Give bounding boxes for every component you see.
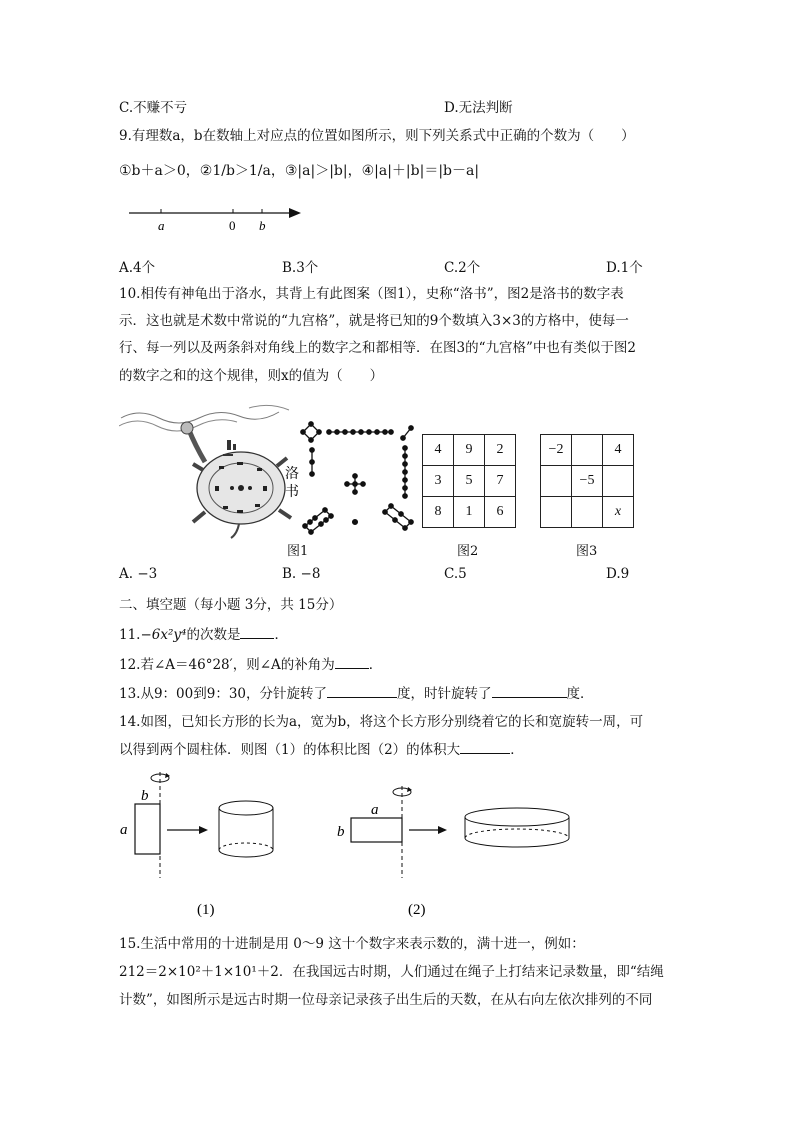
q8-option-d: D.无法判断 — [444, 100, 513, 116]
fig3-cell: x — [603, 497, 634, 528]
fig14-2-label-a: a — [371, 802, 379, 818]
q11-suffix: 的次数是 — [186, 627, 241, 643]
q10-line4: 的数字之和的这个规律，则x的值为（ ） — [119, 368, 384, 384]
fig3-cell — [541, 466, 572, 497]
q13-part2: 度，时针旋转了 — [397, 686, 492, 702]
fig14-1-label-b: b — [141, 788, 149, 804]
q14-line1: 14.如图，已知长方形的长为a，宽为b，将这个长方形分别绕着它的长和宽旋转一周，可 — [119, 714, 644, 730]
fig2-cell: 3 — [423, 466, 454, 497]
q10-line2: 示．这也就是术数中常说的“九宫格”，就是将已知的9个数填入3×3的方格中，使每一 — [119, 313, 629, 329]
fig3-cell — [541, 497, 572, 528]
q15-line3: 计数”，如图所示是远古时期一位母亲记录孩子出生后的天数，在从右向左依次排列的不同 — [119, 992, 653, 1008]
q12-answer-blank[interactable] — [335, 656, 369, 669]
fig2-cell: 9 — [454, 435, 485, 466]
numberline-label-b: b — [259, 218, 266, 233]
fig3-cell — [572, 435, 603, 466]
fig1-luoshu-turtle — [119, 400, 419, 540]
section2-title: 二、填空题（每小题 3分，共 15分） — [119, 597, 343, 613]
q9-option-a: A.4个 — [119, 260, 156, 276]
luoshu-label-top: 洛 — [285, 467, 299, 482]
q11-prefix: 11. — [119, 627, 141, 643]
q14-rotation-figures — [115, 766, 585, 926]
q14-answer-blank[interactable] — [460, 741, 510, 754]
fig3-cell — [572, 497, 603, 528]
q13 — [119, 682, 594, 702]
q13-answer-blank-1[interactable] — [327, 685, 397, 698]
fig2-cell: 4 — [423, 435, 454, 466]
q15-line1: 15.生活中常用的十进制是用 0～9 这十个数字来表示数的，满十进一，例如： — [119, 936, 585, 952]
q11-expr: −6x²y⁴ — [140, 627, 187, 643]
fig2-cell: 7 — [485, 466, 516, 497]
q10-option-c: C.5 — [444, 566, 467, 582]
q14-line2: 以得到两个圆柱体．则图（1）的体积比图（2）的体积大 — [119, 742, 461, 758]
fig2-cell: 8 — [423, 497, 454, 528]
q13-part3: 度． — [566, 686, 594, 702]
fig14-caption-1: (1) — [197, 902, 215, 918]
numberline-label-a: a — [158, 218, 165, 233]
q13-part1: 13.从9：00到9：30，分针旋转了 — [119, 686, 328, 702]
q10-option-d: D.9 — [606, 566, 630, 582]
q9-option-d: D.1个 — [606, 260, 643, 276]
fig2-grid — [422, 434, 516, 528]
fig3-cell — [603, 466, 634, 497]
fig3-cell: −5 — [572, 466, 603, 497]
luoshu-label-bottom: 书 — [285, 485, 299, 500]
q12-end: ． — [368, 657, 383, 673]
q12 — [119, 653, 382, 673]
q12-text: 12.若∠A＝46°28′，则∠A的补角为 — [119, 657, 335, 673]
q9-number-line — [125, 200, 310, 236]
q15-line2: 212＝2×10²＋1×10¹＋2．在我国远古时期，人们通过在绳子上打结来记录数量，即“结绳 — [119, 964, 664, 980]
fig14-2-label-b: b — [337, 824, 345, 840]
fig2-caption: 图2 — [457, 544, 479, 559]
q14-line2-wrap — [119, 738, 524, 758]
fig2-cell: 1 — [454, 497, 485, 528]
q9-option-c: C.2个 — [444, 260, 481, 276]
q10-option-b: B. −8 — [282, 566, 321, 582]
fig2-cell: 5 — [454, 466, 485, 497]
q9-stem: 9.有理数a，b在数轴上对应点的位置如图所示，则下列关系式中正确的个数为（ ） — [119, 128, 635, 144]
fig14-caption-2: (2) — [408, 902, 426, 918]
fig14-1-label-a: a — [120, 822, 128, 838]
fig3-cell: 4 — [603, 435, 634, 466]
q11-answer-blank[interactable] — [240, 626, 274, 639]
q11-end: ． — [274, 627, 288, 643]
fig3-grid — [540, 434, 634, 528]
fig2-cell: 6 — [485, 497, 516, 528]
q10-line1: 10.相传有神龟出于洛水，其背上有此图案（图1），史称“洛书”，图2是洛书的数字表 — [119, 286, 624, 302]
fig3-caption: 图3 — [576, 544, 598, 559]
q9-relations: ①b＋a＞0，②1/b＞1/a，③|a|＞|b|，④|a|＋|b|＝|b－a| — [119, 163, 480, 179]
q8-option-c: C.不赚不亏 — [119, 100, 188, 116]
fig3-cell: −2 — [541, 435, 572, 466]
numberline-label-zero: 0 — [229, 218, 236, 233]
fig1-caption: 图1 — [287, 544, 309, 559]
q14-end: ． — [510, 742, 524, 758]
q10-option-a: A. −3 — [119, 566, 158, 582]
q9-option-b: B.3个 — [282, 260, 319, 276]
q10-line3: 行、每一列以及两条斜对角线上的数字之和都相等．在图3的“九宫格”中也有类似于图2 — [119, 340, 636, 356]
q13-answer-blank-2[interactable] — [492, 685, 567, 698]
fig2-cell: 2 — [485, 435, 516, 466]
q11 — [119, 623, 288, 643]
